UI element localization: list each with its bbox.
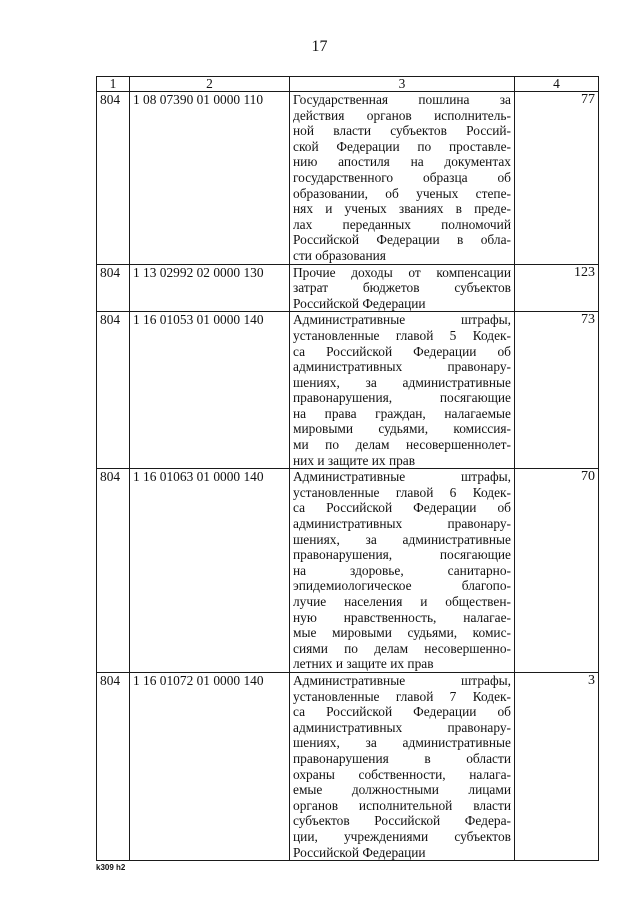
amount-cell: 70 <box>515 469 599 673</box>
description-line: установленные главой 7 Кодек- <box>293 688 511 704</box>
column-header-2: 2 <box>130 77 290 92</box>
description-line: субъектов Российской Федера- <box>293 813 511 829</box>
description-line: Российской Федерации <box>293 295 426 311</box>
revenue-code-table <box>96 76 599 861</box>
budget-classification-code-cell: 1 16 01053 01 0000 140 <box>130 312 290 469</box>
budget-classification-code-cell: 1 13 02992 02 0000 130 <box>130 264 290 312</box>
revenue-description-cell <box>290 264 515 312</box>
description-line: ми по делам несовершеннолет- <box>293 437 511 453</box>
table-row <box>97 672 599 860</box>
description-line: Административные штрафы, <box>293 312 511 328</box>
description-line: правонарушения в области <box>293 750 511 766</box>
description-line: нях и ученых званиях в преде- <box>293 201 511 217</box>
admin-code-cell: 804 <box>97 672 130 860</box>
description-line: на здоровье, санитарно- <box>293 562 511 578</box>
revenue-description-cell <box>290 92 515 265</box>
admin-code-cell: 804 <box>97 469 130 673</box>
description-line: административных правонару- <box>293 359 511 375</box>
description-line: правонарушения, посягающие <box>293 390 511 406</box>
table-header-row <box>97 77 599 92</box>
description-line: ской Федерации по проставле- <box>293 138 511 154</box>
description-line: эпидемиологическое благопо- <box>293 578 511 594</box>
revenue-description-cell <box>290 312 515 469</box>
budget-classification-code-cell: 1 16 01063 01 0000 140 <box>130 469 290 673</box>
budget-classification-code-cell: 1 08 07390 01 0000 110 <box>130 92 290 265</box>
description-line: установленные главой 5 Кодек- <box>293 327 511 343</box>
description-line: са Российской Федерации об <box>293 343 511 359</box>
description-line: летних и защите их прав <box>293 656 434 672</box>
description-line: охраны собственности, налага- <box>293 766 511 782</box>
description-line: мировыми судьями, комиссия- <box>293 421 511 437</box>
description-line: ной власти субъектов Россий- <box>293 123 511 139</box>
description-line: шениях, за административные <box>293 374 511 390</box>
description-line: органов исполнительной власти <box>293 797 511 813</box>
table-row <box>97 469 599 673</box>
description-line: шениях, за административные <box>293 531 511 547</box>
description-line: са Российской Федерации об <box>293 704 511 720</box>
description-line: ную нравственность, налагае- <box>293 609 511 625</box>
description-line: сти образования <box>293 247 386 263</box>
description-line: Российской Федерации <box>293 844 426 860</box>
description-line: шениях, за административные <box>293 735 511 751</box>
description-line: мые мировыми судьями, комис- <box>293 625 511 641</box>
description-line: административных правонару- <box>293 516 511 532</box>
column-header-1: 1 <box>97 77 130 92</box>
description-line: них и защите их прав <box>293 452 416 468</box>
description-line: ции, учреждениями субъектов <box>293 828 511 844</box>
admin-code-cell: 804 <box>97 312 130 469</box>
description-line: Административные штрафы, <box>293 672 511 688</box>
page-number: 17 <box>311 38 328 55</box>
table-body <box>97 92 599 861</box>
description-line: Прочие доходы от компенсации <box>293 264 511 280</box>
revenue-description-cell <box>290 672 515 860</box>
column-header-3: 3 <box>290 77 515 92</box>
description-line: са Российской Федерации об <box>293 500 511 516</box>
description-line: емые должностными лицами <box>293 782 511 798</box>
amount-cell: 123 <box>515 264 599 312</box>
description-line: нию апостиля на документах <box>293 154 511 170</box>
description-line: сиями по делам несовершенно- <box>293 640 511 656</box>
amount-cell: 77 <box>515 92 599 265</box>
admin-code-cell: 804 <box>97 264 130 312</box>
admin-code-cell: 804 <box>97 92 130 265</box>
table-row <box>97 312 599 469</box>
description-line: государственного образца об <box>293 169 511 185</box>
description-line: административных правонару- <box>293 719 511 735</box>
description-line: Российской Федерации в обла- <box>293 232 511 248</box>
amount-cell: 73 <box>515 312 599 469</box>
table-row <box>97 92 599 265</box>
footer-document-code: k309 h2 <box>96 863 126 872</box>
description-line: Административные штрафы, <box>293 469 511 485</box>
budget-classification-code-cell: 1 16 01072 01 0000 140 <box>130 672 290 860</box>
description-line: лучие населения и обществен- <box>293 594 511 609</box>
description-line: действия органов исполнитель- <box>293 107 511 123</box>
description-line: образовании, об ученых степе- <box>293 185 511 201</box>
description-line: Государственная пошлина за <box>293 92 511 107</box>
revenue-description-cell <box>290 469 515 673</box>
column-header-4: 4 <box>515 77 599 92</box>
table-row <box>97 264 599 312</box>
description-line: правонарушения, посягающие <box>293 547 511 563</box>
amount-cell: 3 <box>515 672 599 860</box>
description-line: лах переданных полномочий <box>293 216 511 232</box>
description-line: установленные главой 6 Кодек- <box>293 484 511 500</box>
description-line: затрат бюджетов субъектов <box>293 280 511 296</box>
description-line: на права граждан, налагаемые <box>293 405 511 421</box>
